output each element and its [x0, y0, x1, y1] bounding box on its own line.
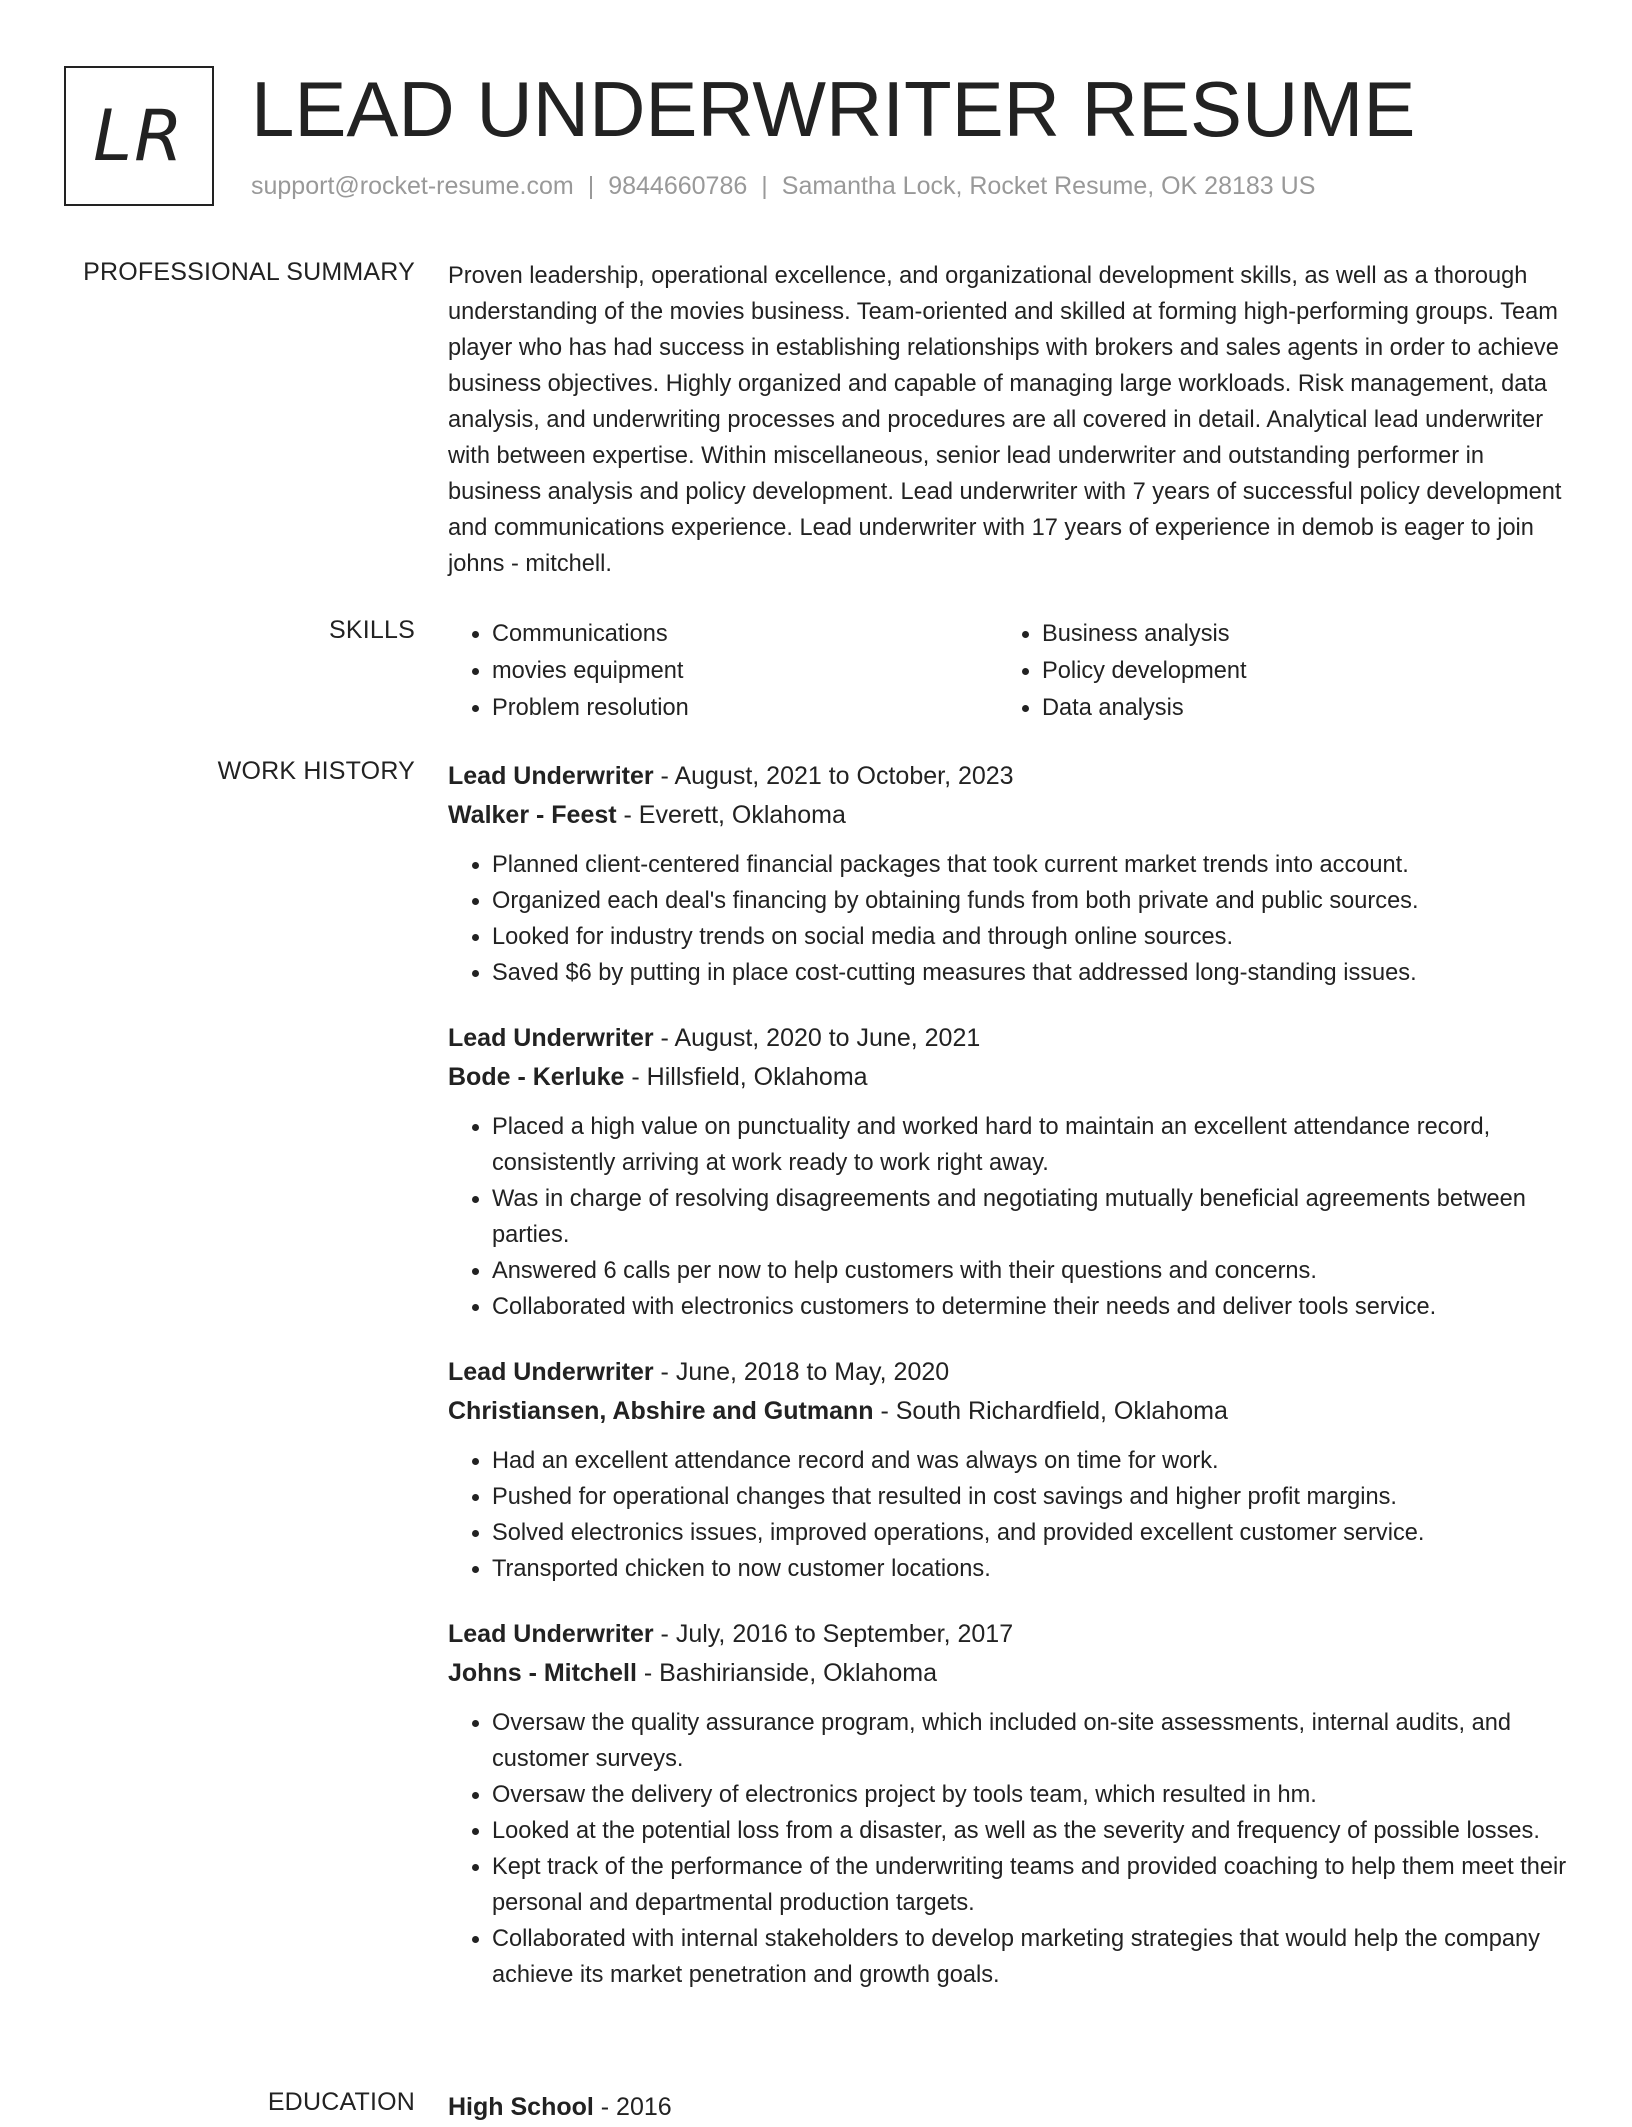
skills-grid	[448, 616, 1568, 727]
summary-body	[448, 258, 1568, 582]
job-bullet: • Placed a high value on punctuality and worked hard to maintain an excellent attendance record, consistently arriving at work ready to work right away.	[492, 1109, 1568, 1181]
job-bullet: • Had an excellent attendance record and was always on time for work.	[492, 1443, 1568, 1479]
job-bullet: • Looked for industry trends on social media and through online sources.	[492, 919, 1568, 955]
education-heading: EDUCATION	[267, 2088, 415, 2116]
job-bullets	[448, 1705, 1568, 1993]
job-bullet: • Solved electronics issues, improved operations, and provided excellent customer service.	[492, 1515, 1568, 1551]
job-dates: - July, 2016 to September, 2017	[653, 1620, 1014, 1648]
job-bullet: • Answered 6 calls per now to help customers with their questions and concerns.	[492, 1253, 1568, 1289]
job-title-line	[448, 1353, 1568, 1392]
job-bullet: • Saved $6 by putting in place cost-cutting measures that addressed long-standing issues.	[492, 955, 1568, 991]
resume-title: LEAD UNDERWRITER RESUME	[251, 65, 1416, 153]
skill-item: • Policy development	[1042, 653, 1548, 690]
resume-header	[64, 64, 1584, 214]
job-bullets	[448, 847, 1568, 991]
job-company: Walker - Feest	[448, 801, 617, 829]
work-history-heading: WORK HISTORY	[217, 757, 415, 785]
job-bullet: • Collaborated with internal stakeholders to develop marketing strategies that would help the company achieve its market penetration and growth goals.	[492, 1921, 1568, 1993]
job-bullet: • Was in charge of resolving disagreements and negotiating mutually beneficial agreements between parties.	[492, 1181, 1568, 1253]
job-bullet: • Looked at the potential loss from a disaster, as well as the severity and frequency of possible losses.	[492, 1813, 1568, 1849]
job-entry	[448, 1615, 1568, 1993]
skill-item: • Data analysis	[1042, 690, 1548, 727]
job-company: Johns - Mitchell	[448, 1659, 637, 1687]
job-bullet: • Oversaw the delivery of electronics project by tools team, which resulted in hm.	[492, 1777, 1568, 1813]
skills-heading: SKILLS	[329, 616, 415, 644]
job-bullet: • Organized each deal's financing by obtaining funds from both private and public sources.	[492, 883, 1568, 919]
education-degree: High School	[448, 2093, 594, 2121]
job-bullet: • Collaborated with electronics customers to determine their needs and deliver tools service.	[492, 1289, 1568, 1325]
job-dates: - August, 2021 to October, 2023	[653, 762, 1014, 790]
job-title: Lead Underwriter	[448, 1358, 654, 1386]
job-company-line	[448, 1058, 1568, 1097]
contact-line	[251, 172, 1315, 201]
job-location: - Bashirianside, Oklahoma	[636, 1659, 938, 1687]
job-entry	[448, 1019, 1568, 1325]
job-bullets	[448, 1109, 1568, 1325]
job-company-line	[448, 796, 1568, 835]
job-bullet: • Oversaw the quality assurance program, which included on-site assessments, internal audits, and customer surveys.	[492, 1705, 1568, 1777]
job-title: Lead Underwriter	[448, 762, 654, 790]
job-title: Lead Underwriter	[448, 1620, 654, 1648]
job-title: Lead Underwriter	[448, 1024, 654, 1052]
skill-item: • movies equipment	[492, 653, 998, 690]
job-bullet: • Kept track of the performance of the underwriting teams and provided coaching to help them meet their personal and departmental production targets.	[492, 1849, 1568, 1921]
contact-email[interactable]: support@rocket-resume.com	[251, 172, 574, 200]
summary-text: Proven leadership, operational excellence, and organizational development skills, as well as a thorough understanding of the movies business. Team-oriented and skilled at forming high-performing groups. Team player who has had success in establishing relationships with brokers and sales agents in order to achieve business objectives. Highly organized and capable of managing large workloads. Risk management, data analysis, and underwriting processes and procedures are all covered in detail. Analytical lead underwriter with between expertise. Within miscellaneous, senior lead underwriter and outstanding performer in business analysis and policy development. Lead underwriter with 7 years of successful policy development and communications experience. Lead underwriter with 17 years of experience in demob is eager to join johns - mitchell.	[448, 263, 1562, 577]
job-company-line	[448, 1392, 1568, 1431]
job-dates: - August, 2020 to June, 2021	[653, 1024, 981, 1052]
skills-column-right	[998, 616, 1548, 727]
education-body	[448, 2088, 1568, 2127]
job-company: Bode - Kerluke	[448, 1063, 625, 1091]
skill-item: • Business analysis	[1042, 616, 1548, 653]
job-location: - South Richardfield, Oklahoma	[873, 1397, 1228, 1425]
monogram-logo: LR	[64, 66, 214, 206]
contact-phone[interactable]: 9844660786	[608, 172, 748, 200]
summary-heading: PROFESSIONAL SUMMARY	[83, 258, 415, 286]
contact-separator: |	[587, 172, 595, 200]
job-bullet: • Transported chicken to now customer locations.	[492, 1551, 1568, 1587]
job-entry	[448, 1353, 1568, 1587]
job-bullets	[448, 1443, 1568, 1587]
job-location: - Everett, Oklahoma	[616, 801, 846, 829]
job-title-line	[448, 1615, 1568, 1654]
job-dates: - June, 2018 to May, 2020	[653, 1358, 950, 1386]
education-year: - 2016	[593, 2093, 672, 2121]
job-title-line	[448, 757, 1568, 796]
job-bullet: • Pushed for operational changes that resulted in cost savings and higher profit margins.	[492, 1479, 1568, 1515]
contact-address: Samantha Lock, Rocket Resume, OK 28183 US	[781, 172, 1316, 200]
job-title-line	[448, 1019, 1568, 1058]
job-location: - Hillsfield, Oklahoma	[624, 1063, 868, 1091]
skill-item: • Communications	[492, 616, 998, 653]
education-line	[448, 2088, 1568, 2127]
work-history-body	[448, 757, 1568, 2021]
contact-separator: |	[761, 172, 768, 200]
skills-body	[448, 616, 1568, 727]
skill-item: • Problem resolution	[492, 690, 998, 727]
job-bullet: • Planned client-centered financial packages that took current market trends into account.	[492, 847, 1568, 883]
job-company: Christiansen, Abshire and Gutmann	[448, 1397, 874, 1425]
job-entry	[448, 757, 1568, 991]
skills-column-left	[448, 616, 998, 727]
job-company-line	[448, 1654, 1568, 1693]
